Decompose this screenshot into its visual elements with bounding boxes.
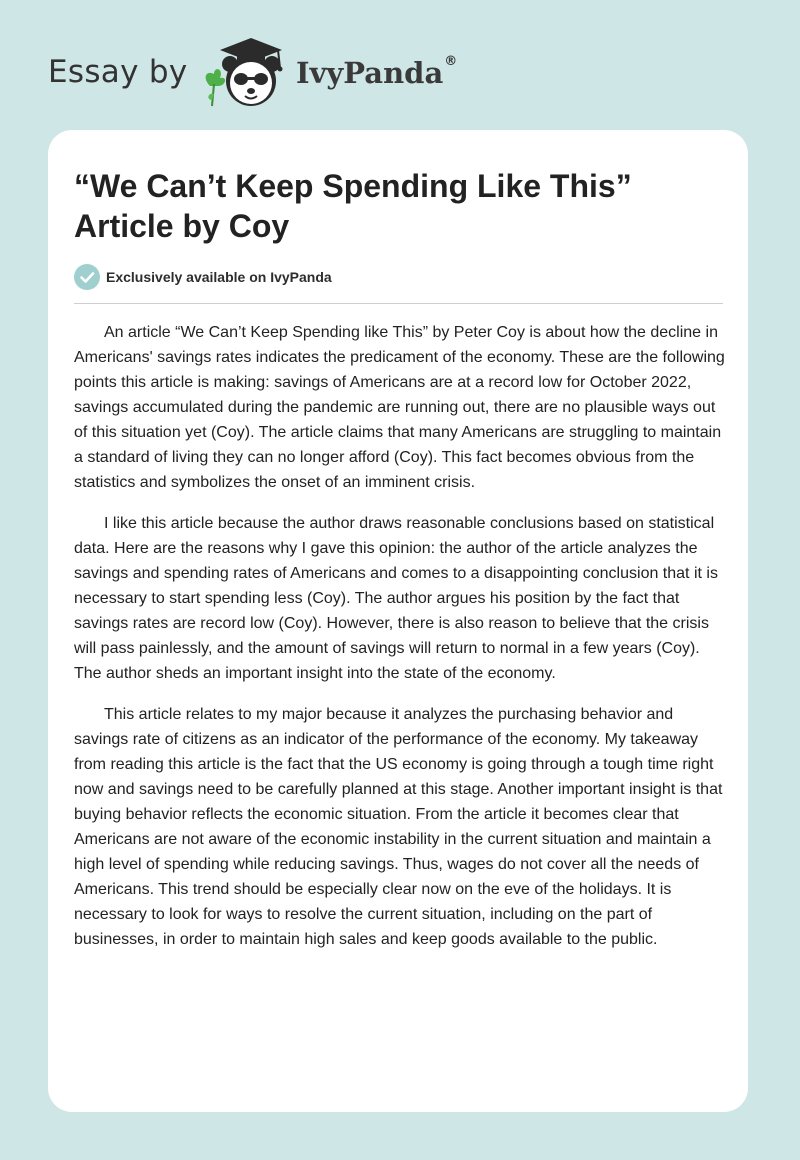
panda-graduate-logo-icon (200, 34, 292, 110)
site-header-logo[interactable] (48, 34, 528, 114)
article-body (74, 320, 726, 968)
essay-card (48, 130, 748, 1112)
brand-name (296, 56, 457, 90)
paragraph: I like this article because the author draws reasonable conclusions based on statistical data. Here are the reasons why I gave this opinion: the author of the article analyzes the savings and spending rates of Americans and comes to a disappointing conclusion that it is necessary to start spending less (Coy). The author argues his position by the fact that savings rates are record low (Coy). However, there is also reason to believe that the crisis will pass painlessly, and the amount of savings will return to normal in a few years (Coy). The author sheds an important insight into the state of the economy. (74, 515, 718, 682)
check-circle-icon (74, 264, 100, 290)
registered-mark: ® (444, 54, 458, 69)
divider (74, 303, 723, 304)
exclusive-badge (74, 264, 332, 290)
essay-by-label: Essay by (48, 54, 188, 90)
paragraph: An article “We Can’t Keep Spending like This” by Peter Coy is about how the decline in Americans' savings rates indicates the predicament of the economy. These are the following points this article is making: savings of Americans are at a record low for October 2022, savings accumulated during the pandemic are running out, there are no plausible ways out of this situation yet (Coy). The article claims that many Americans are struggling to maintain a standard of living they can no longer afford (Coy). This fact becomes obvious from the statistics and symbolizes the onset of an imminent crisis. (74, 324, 725, 491)
exclusive-label: Exclusively available on IvyPanda (106, 269, 332, 285)
page-title: “We Can’t Keep Spending Like This” Article by Coy (74, 168, 632, 244)
paragraph: This article relates to my major because it analyzes the purchasing behavior and savings rate of citizens as an indicator of the performance of the economy. My takeaway from reading this article is the fact that the US economy is going through a tough time right now and savings need to be carefully planned at this stage. Another important insight is that buying behavior reflects the economic situation. From the article it becomes clear that Americans are not aware of the economic instability in the current situation and maintain a high level of spending while reducing savings. Thus, wages do not cover all the needs of Americans. This trend should be especially clear now on the eve of the holidays. It is necessary to look for ways to resolve the current situation, including on the part of businesses, in order to maintain high sales and keep goods available to the public. (74, 706, 723, 948)
brand-name-text: IvyPanda (296, 56, 444, 90)
